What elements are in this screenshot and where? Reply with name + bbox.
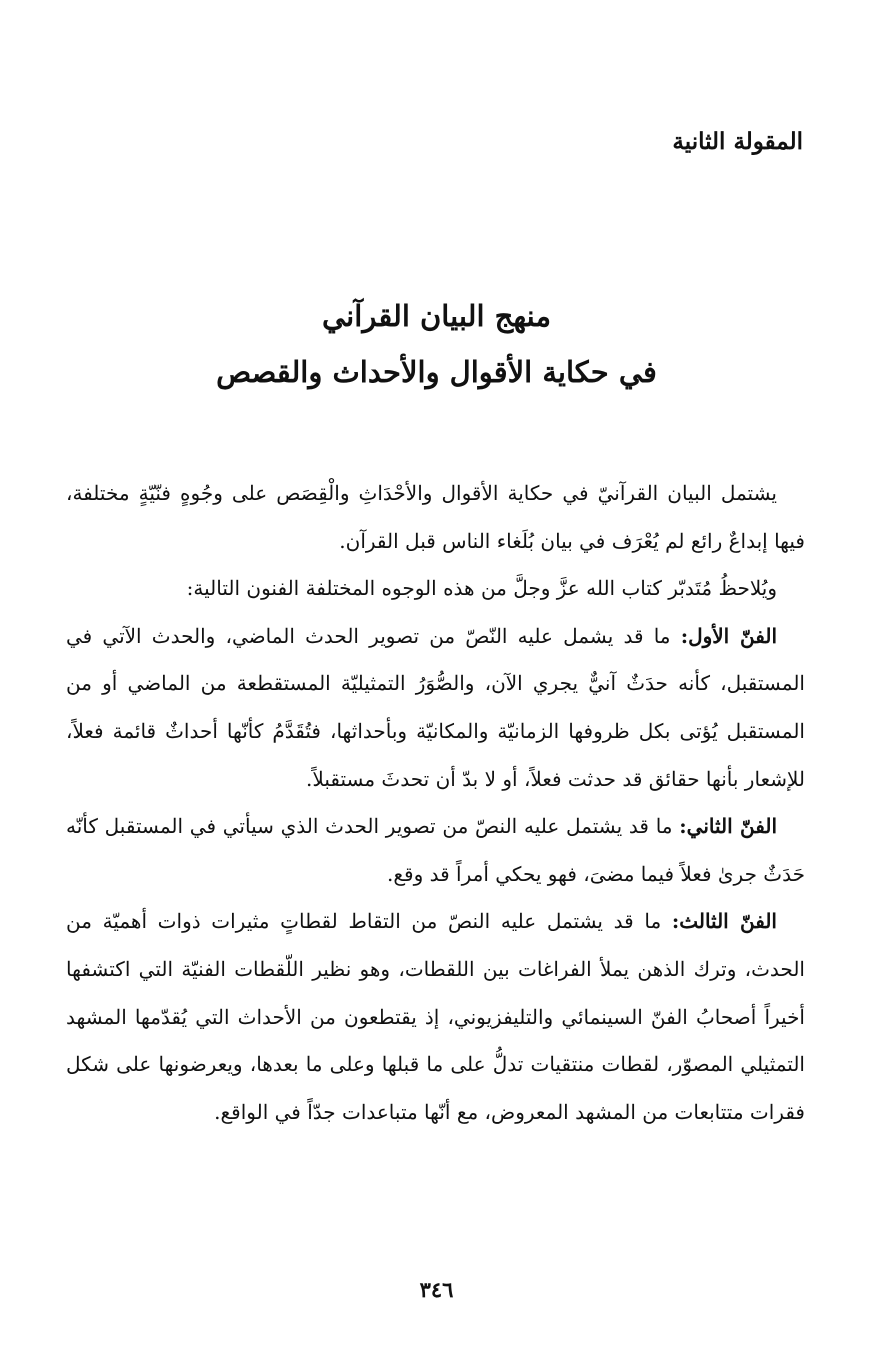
chapter-title-line-2: في حكاية الأقوال والأحداث والقصص (216, 355, 657, 389)
body-text (66, 470, 805, 1136)
paragraph-intro (66, 470, 805, 565)
paragraph-text: ما قد يشتمل عليه النصّ من تصوير الحدث الذي سيأتي في المستقبل كأنّه حَدَثٌ جرىٰ فعلاً فيما مضىَ، فهو يحكي أمراً قد وقع. (66, 814, 805, 886)
paragraph-arts-list-intro (66, 565, 805, 613)
paragraph-lead: الفنّ الثاني: (679, 814, 778, 839)
paragraph-second-art (66, 803, 805, 898)
paragraph-first-art (66, 613, 805, 803)
paragraph-text: ما قد يشمل عليه النّصّ من تصوير الحدث الماضي، والحدث الآتي في المستقبل، كأنه حدَثٌ آنيٌّ يجري الآن، والصُّوَرُ التمثيليّة المستقطعة من الماضي أو من المستقبل يُؤتى بكل ظروفها الزمانيّة والمكانيّة وبأحداثها، فتُقَدَّمُ كأنّها أحداثٌ قائمة فعلاً، للإشعار بأنها حقائق قد حدثت فعلاً، أو لا بدّ أن تحدثَ مستقبلاً. (66, 623, 805, 791)
chapter-title (120, 288, 753, 400)
paragraph-text: ما قد يشتمل عليه النصّ من التقاط لقطاتٍ مثيرات ذوات أهميّة من الحدث، وترك الذهن يملأ الفراغات بين اللقطات، وهو نظير اللّقطات الفنيّة التي اكتشفها أخيراً أصحابُ الفنّ السينمائي والتليفزيوني، إذ يقتطعون من الأحداث التي يُقدّمها المشهد التمثيلي المصوّر، لقطات منتقيات تدلُّ على ما قبلها وعلى ما بعدها، ويعرضونها على شكل فقرات متتابعات من المشهد المعروض، مع أنّها متباعدات جدّاً في الواقع. (66, 909, 805, 1124)
paragraph-lead: الفنّ الثالث: (671, 909, 777, 934)
paragraph-lead: الفنّ الأول: (680, 623, 777, 648)
running-header: المقولة الثانية (672, 128, 803, 155)
page-number: ٣٤٦ (419, 1277, 454, 1302)
paragraph-third-art (66, 898, 805, 1136)
paragraph-text: ويُلاحظُ مُتَدبّر كتاب الله عزَّ وجلَّ من هذه الوجوه المختلفة الفنون التالية: (186, 576, 777, 601)
paragraph-text: يشتمل البيان القرآنيّ في حكاية الأقوال والأحْدَاثِ والْقِصَص على وجُوهٍ فنّيّةٍ مختلفة، فيها إبداعٌ رائع لم يُعْرَف في بيان بُلَغاء الناس قبل القرآن. (66, 481, 805, 553)
chapter-title-line-1: منهج البيان القرآني (322, 299, 551, 333)
